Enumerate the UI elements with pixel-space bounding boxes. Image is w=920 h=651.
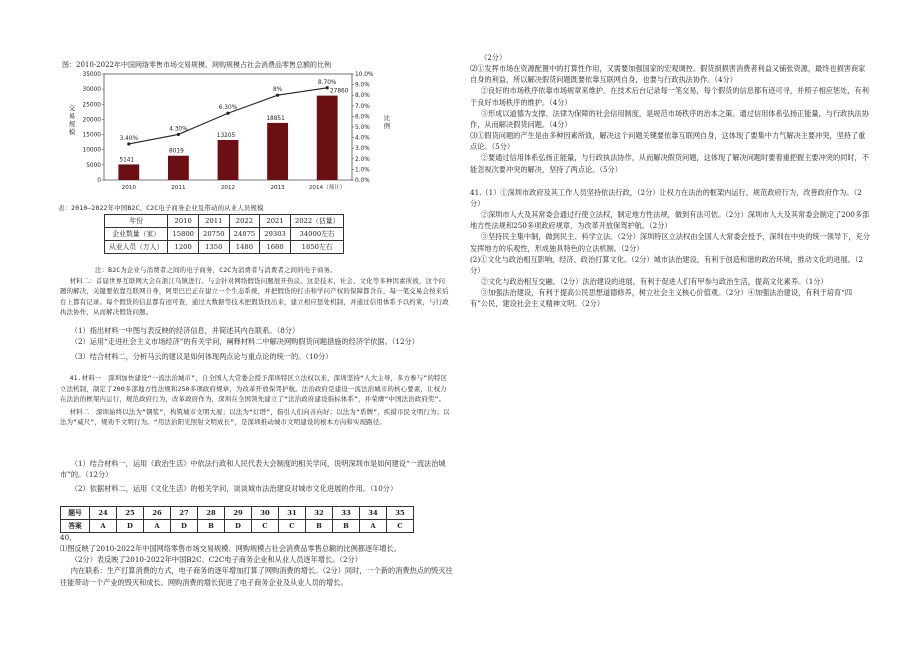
answer-cell: 题号 <box>61 507 90 520</box>
y-left-tick-label: 30000 <box>82 87 101 94</box>
y-right-tick-label: 2.0% <box>355 156 370 163</box>
answer-cell: 24 <box>90 507 117 520</box>
answer-cell: C <box>387 520 414 533</box>
question-40-3: （3）结合材料二，分析马云的建议是如何体现两点论与重点论的统一的。（10分） <box>70 352 333 362</box>
table-cell: 15800 <box>168 228 199 241</box>
answer-cell: D <box>117 520 144 533</box>
y-right-tick-label: 7.0% <box>355 103 370 110</box>
table-cell: 34000左右 <box>290 228 344 241</box>
chart-title: 图：2010-2022年中国网络零售市场交易规模、网购规模占社会消费品零售总额的比例 <box>62 61 331 69</box>
line-data-label: 3.40% <box>119 135 139 142</box>
material-41-1: 41.材料一 深圳加快建设“一流法治城市”，自全国人大常委会授予深圳特区立法权以来，深圳坚持“人大主导，多方参与”的特区立法机制，制定了200多部地方性法规和250多项政府规章，为改革开放保驾护航。法治政府是建设一流法治城市的核心要素，让权力在法治的框架内运行，规范政府行为，改革政府作为，深圳在全国领先建立了“法治政府建设指标体系”，并荣膺“中国法治政府奖”。 <box>60 374 448 404</box>
y-left-tick-label: 35000 <box>82 72 101 78</box>
answer-cell: 35 <box>387 507 414 520</box>
answer-cell: 28 <box>198 507 225 520</box>
table-cell: 从业人员（万人） <box>105 241 168 254</box>
question-41-block <box>60 373 450 428</box>
y-right-tick-label: 1.0% <box>355 167 370 174</box>
table-cell: 2021 <box>260 215 291 228</box>
x-tick-label: 2010 <box>121 185 136 191</box>
table-cell: 20750 <box>199 228 230 241</box>
table-cell: 年份 <box>105 215 168 228</box>
answer-cell: 26 <box>144 507 171 520</box>
line-point <box>127 142 130 145</box>
table-cell: 29303 <box>260 228 291 241</box>
y-right-tick-label: 10.0% <box>355 72 374 78</box>
employment-table <box>104 214 344 254</box>
x-tick-label: 2013 <box>270 185 285 191</box>
question-41-2: （2）依据材料二，运用《文化生活》的相关学问，谈谈城市法治建设对城市文化进展的作用。（10分） <box>70 484 398 494</box>
line-data-label: 8% <box>272 87 283 94</box>
answer-cell: B <box>333 520 360 533</box>
answer-40-label: 40、 <box>60 533 77 542</box>
y-left-tick-label: 15000 <box>82 132 101 139</box>
answer-cell: B <box>198 520 225 533</box>
answer-cell: 25 <box>117 507 144 520</box>
answer-cell: 30 <box>252 507 279 520</box>
answer-cell: C <box>252 520 279 533</box>
bar <box>317 96 338 180</box>
questions-40 <box>60 325 450 362</box>
table-cell: 1480 <box>229 241 260 254</box>
chart-svg <box>62 70 392 200</box>
y-right-tick-label: 9.0% <box>355 82 370 89</box>
answer-40-2: （2分）表反映了2010-2022年中国B2C、C2C电子商务企业和从业人员逐年增长。（2分） <box>70 555 362 565</box>
table-row <box>105 241 344 254</box>
table-cell: 24875 <box>229 228 260 241</box>
y-right-tick-label: 6.0% <box>355 114 370 121</box>
answer-r6: 41.（1）①深圳市政府及其工作人员坚持依法行政，（2分）让权力在法治的框架内运行，规范政府行为，改善政府作为。（2分） <box>470 187 862 208</box>
answer-cell: D <box>225 520 252 533</box>
y-left-tick-label: 25000 <box>82 102 101 109</box>
table-cell: 2022 <box>229 215 260 228</box>
y-left-axis-label-char: 模 <box>68 128 76 136</box>
y-right-tick-label: 8.0% <box>355 93 370 100</box>
answer-cell: 32 <box>306 507 333 520</box>
table-cell: 2022（估量） <box>290 215 344 228</box>
question-41-1: （1）结合材料一，运用《政治生活》中依法行政和人民代表大会制度的相关学问，说明深圳市是如何建设“一流法治城市”的。（12分） <box>60 459 446 480</box>
x-tick-label: 2012 <box>220 185 236 191</box>
bar-data-label: 8019 <box>169 148 184 155</box>
question-40-1: （1）指出材料一中图与表反映的经济信息，并简述其内在联系。（8分） <box>70 326 300 335</box>
answer-cell: 29 <box>225 507 252 520</box>
y-right-axis-label-char: 比 <box>383 114 391 122</box>
bar <box>118 164 139 180</box>
y-left-tick-label: 10000 <box>82 147 101 154</box>
answer-cell: D <box>171 520 198 533</box>
table-cell: 1680 <box>260 241 291 254</box>
y-right-tick-label: 0.0% <box>355 178 370 184</box>
table-cell: 2010 <box>168 215 199 228</box>
answer-r8: ③坚持民主集中制，做到民主、科学立法。（2分）深圳特区立法权由全国人大常委会授予，深圳在中央的统一领导下，充分发挥地方的乐观性，形成独具特色的立法机制。（2分） <box>470 232 870 253</box>
answer-cell: 31 <box>279 507 306 520</box>
y-left-tick-label: 20000 <box>82 117 101 124</box>
answer-r9: (2)①文化与政治相互影响，经济、政治打算文化。（2分）城市法治建设，有利于创造和谐的政治环境，推动文化的进展。（2分） <box>470 254 864 275</box>
answer-row <box>61 520 414 533</box>
answer-cell: 27 <box>171 507 198 520</box>
x-tick-label: 2011 <box>171 185 186 191</box>
answer-r10: ②文化与政治相互交融。（2分）法治建设的进展，有利于促进人们有甲参与政治生活，提高文化素养。（1分） <box>480 276 828 286</box>
bar <box>168 156 189 180</box>
answer-cell: A <box>90 520 117 533</box>
table-cell: 1200 <box>168 241 199 254</box>
answer-r2: ②良好的市场秩序依靠市场规章来维护。在技术后台记录每一笔交易，每个假货的信息都有迹可寻，并照子相应惩处，有利于良好市场秩序的维护。（4分） <box>470 86 869 107</box>
line-point <box>226 112 229 115</box>
material-2: 材料二：首届世界互联网大会在浙江乌镇进行。与会针对网络假货问题展开热议。这是技术、社会、文化等多种因素所致，这个问题的解决，关键要依靠互联网自身，阿里巴巴正在建立一个生态系统，并把假货的打击和学问产权的保障都含在，每一笔交易会按来后台上都有记录。每个假货的信息都有迹可查，通过大数据等技术把假货找出来，建立相应惩处机制，并通过信用体系予以约束，与行政执法协作，从而解决假货问题。 <box>60 277 449 316</box>
y-left-axis-label-char: 交 <box>68 104 76 112</box>
bar-data-label: 27860 <box>329 88 349 95</box>
answer-cell: A <box>360 520 387 533</box>
answer-cell: 33 <box>333 507 360 520</box>
left-text-block <box>60 276 450 317</box>
bar-data-label: 13205 <box>216 133 236 140</box>
answers-40 <box>60 532 455 588</box>
answer-cell: 答案 <box>61 520 90 533</box>
answer-cell: 34 <box>360 507 387 520</box>
answer-40-3: 内在联系：生产打算消费的方式，电子商务的逐年增加打算了网购消费的增长。（2分）同时，一个新的消费热点的毁灭往往能带动一个产业的毁灭和成长。网购消费的增长促进了电子商务企业及从业人员的增长。 <box>60 566 453 587</box>
question-40-2: （2）运用“走进社会主义市场经济”的有关学问，阐释材料二中解决网购假货问题措施的经济学依据。（12分） <box>70 337 419 347</box>
table-cell: 1850左右 <box>290 241 344 254</box>
answer-table <box>60 506 414 533</box>
table-cell: 企业数量（家） <box>105 228 168 241</box>
answer-r0: （2分） <box>480 53 507 62</box>
line-data-label: 6.30% <box>218 105 238 112</box>
bar <box>218 140 239 180</box>
answer-r11: ③加强法治建设，有利于提高公民思想道德修养，树立社会主义核心价值观。（2分）④加强法治建设，有利于培育“四有”公民，建设社会主义精神文明。（2分） <box>470 288 853 309</box>
y-right-tick-label: 4.0% <box>355 135 370 142</box>
answer-r3: ③形成以道德为支撑、法律为保障的社会信用制度，是规范市场秩序的治本之策。通过信用体系弘扬正能量，与行政执法协作，从而解决假货问题。（4分） <box>470 108 869 129</box>
y-left-axis-label-char: 规 <box>68 120 76 128</box>
y-left-tick-label: 0 <box>97 178 101 184</box>
bar-data-label: 5141 <box>119 157 135 164</box>
x-tick-label: 2014（预计） <box>308 185 346 191</box>
bar <box>267 123 288 180</box>
answer-r7: ②深圳市人大及其常委会通过行使立法权，制定地方性法规，做到有法可依。（2分）深圳市人大及其常委会制定了200多部地方性法规和250多项政府规章，为改革开放保驾护航。（2分） <box>470 210 870 231</box>
line-data-label: 8.70% <box>317 79 337 86</box>
questions-41 <box>60 458 450 494</box>
y-right-tick-label: 5.0% <box>355 125 370 131</box>
answer-cell: B <box>306 520 333 533</box>
line-point <box>326 86 329 89</box>
table1-note: 注：B2C为企业与消费者之间的电子商务，C2C为消费者与消费者之间的电子商务。 <box>95 266 337 274</box>
y-left-axis-label-char: 易 <box>68 112 76 120</box>
answer-r4: ⑶①假货问题的产生是由多种因素所致，解决这个问题关键要依靠互联网自身，这体现了要集中力气解决主要冲突，坚持了重点论。（5分） <box>470 131 866 152</box>
line-point <box>276 94 279 97</box>
table-cell: 1350 <box>199 241 230 254</box>
line-point <box>177 133 180 136</box>
material-41-2: 材料二 深圳始终以法为“钢浆”，构筑城市文明大厦；以法为“灯塔”，指引人们向善向好；以法为“盾牌”，疾措市民文明行为；以法为“威尺”，规劝不文明行为。“用法治阳光照射文明成长”，是深圳推动城市文明建设的根本方向和实现路径。 <box>60 407 450 427</box>
right-column <box>470 52 870 309</box>
table-header-row <box>105 215 344 228</box>
answer-header-row <box>61 507 414 520</box>
bar-data-label: 18851 <box>266 115 285 122</box>
table-cell: 2011 <box>199 215 230 228</box>
y-left-tick-label: 5000 <box>86 162 101 169</box>
answer-cell: A <box>144 520 171 533</box>
y-right-axis-label-char: 例 <box>383 122 391 130</box>
table1-caption: 表：2010—2022年中国B2C、C2C电子商务企业及带动的从业人员规模 <box>58 204 264 212</box>
table-row <box>105 228 344 241</box>
answer-40-1: ⑴图反映了2010-2022年中国网络零售市场交易规模、网购规模占社会消费品零售总额的比例都逐年增长。 <box>60 544 401 554</box>
answer-r1: ⑵①发挥市场在资源配置中的打算性作用，又需要加强国家的宏观调控。假货损损害消费者利益又铺张资源，最终也损害商家自身的利益，所以解决假货问题既要依靠互联网自身，也要与行政执法协作。（4分） <box>470 64 866 85</box>
answer-cell: C <box>279 520 306 533</box>
answer-r5: ②要通过信用体系弘扬正能量，与行政执法协作，从而解决假货问题，这体现了解决问题时要着重把握主要冲突的同时，不能忽视次要冲突的解决，坚持了两点论。（5分） <box>470 153 869 174</box>
line-data-label: 4.30% <box>169 126 188 133</box>
y-right-tick-label: 3.0% <box>355 146 370 153</box>
